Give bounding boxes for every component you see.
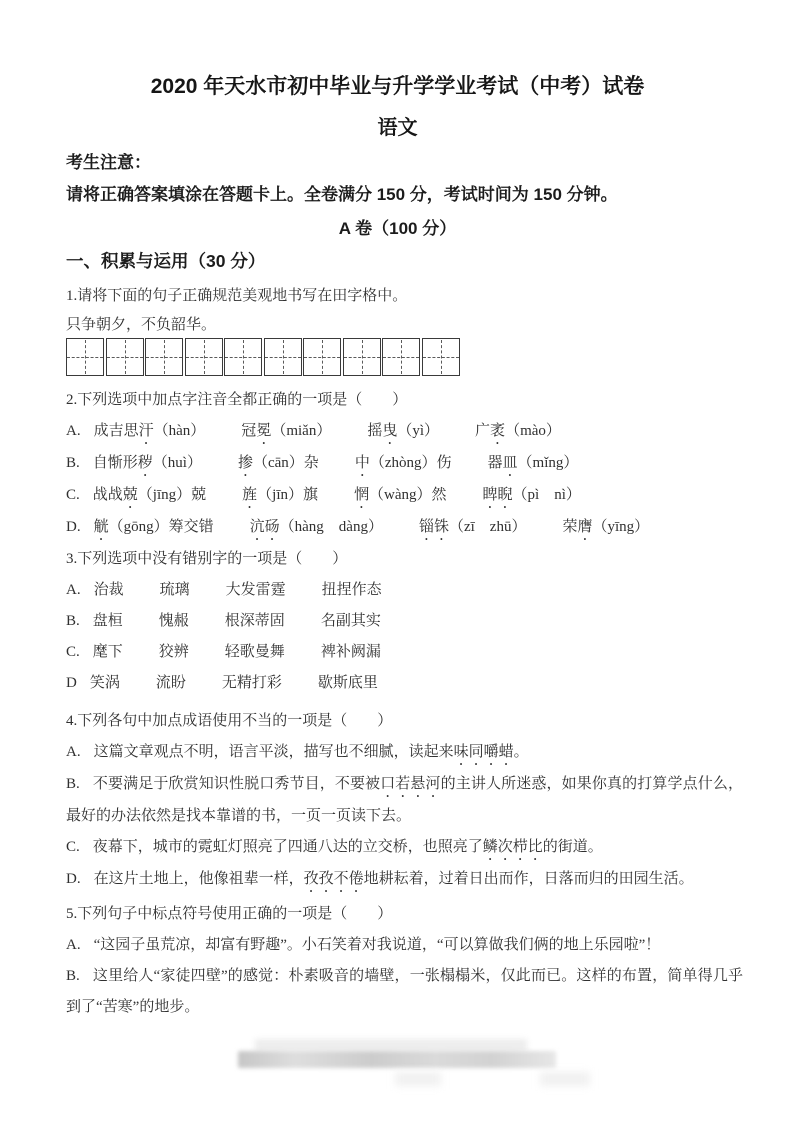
text-run: 根深蒂固 <box>224 613 285 629</box>
q2-stem: 2.下列选项中加点字注音全都正确的一项是（ ） <box>66 392 408 408</box>
text-run: 口若悬河 <box>380 776 441 792</box>
text-run: （zī zhū） <box>448 519 527 535</box>
text-run: 袤 <box>490 423 506 439</box>
text-run: 成吉思 <box>93 423 139 439</box>
option-text <box>66 776 743 824</box>
text-run: 掺 <box>237 455 253 471</box>
text-run: 麾下 <box>92 644 123 660</box>
text-run: 这里给人“家徒四壁”的感觉：朴素吸音的墙壁，一张榻榻米，仅此而已。这样的布置，简单得几乎到了“苦寒”的地步。 <box>66 968 743 1015</box>
q4-stem: 4.下列各句中加点成语使用不当的一项是（ ） <box>66 713 393 729</box>
text-run: 治裁 <box>93 582 124 598</box>
q3-option-d <box>66 668 743 699</box>
option-text <box>93 613 381 629</box>
text-run: 皿 <box>502 455 518 471</box>
text-run: 兢 <box>122 487 138 503</box>
option-text <box>94 937 661 953</box>
text-run: （pì nì） <box>512 487 581 503</box>
option-label: B. <box>66 776 80 792</box>
option-label: B. <box>66 968 80 984</box>
text-run: 冕 <box>256 423 272 439</box>
text-run: （gōng）筹交错 <box>108 519 214 535</box>
text-run: （zhòng）伤 <box>369 455 452 471</box>
q5-stem: 5.下列句子中标点符号使用正确的一项是（ ） <box>66 906 393 922</box>
tianzige-cell <box>185 338 223 376</box>
option-text <box>93 455 579 471</box>
q2-option-c <box>66 480 743 512</box>
text-run: 荣 <box>562 519 578 535</box>
option-label: C. <box>66 839 80 855</box>
text-run: （yì） <box>397 423 440 439</box>
text-run: 鳞次栉比 <box>482 839 543 855</box>
text-run: 。 <box>513 744 529 760</box>
text-run: 不要满足于欣赏知识性脱口秀节目，不要被 <box>92 776 381 792</box>
option-label: D. <box>66 519 81 535</box>
text-run: （miǎn） <box>271 423 332 439</box>
tianzige-cell <box>422 338 460 376</box>
watermark-smudge <box>540 1072 590 1086</box>
text-run: 战战 <box>92 487 123 503</box>
option-label: B. <box>66 613 80 629</box>
text-run: 笑涡 <box>89 675 120 691</box>
text-run: 的主讲人所迷惑，如果你真的打算学点什么，最好的办法依然是找本靠谱的书，一页一页读下去。 <box>66 776 743 824</box>
tianzige-cell <box>264 338 302 376</box>
tianzige-cell <box>66 338 104 376</box>
q4-option-c <box>66 832 743 864</box>
text-run: 这篇文章观点不明，语言平淡，描写也不细腻，读起来 <box>93 744 454 760</box>
option-label: D. <box>66 871 81 887</box>
option-label: C. <box>66 487 80 503</box>
text-run: 轻歌曼舞 <box>224 644 285 660</box>
tianzige-cell <box>303 338 341 376</box>
text-run: 歇斯底里 <box>317 675 378 691</box>
option-label: A. <box>66 582 81 598</box>
page-subject: 语文 <box>377 117 418 139</box>
text-run: （jīng）兢 <box>137 487 207 503</box>
tianzige-cell <box>106 338 144 376</box>
text-run: （jīn）旗 <box>257 487 318 503</box>
text-run: 秽 <box>137 455 153 471</box>
text-run: 大发雷霆 <box>225 582 286 598</box>
text-run: 锱铢 <box>418 519 449 535</box>
option-label: A. <box>66 423 81 439</box>
text-run: 名副其实 <box>320 613 381 629</box>
text-run: （huì） <box>152 455 202 471</box>
section-heading: 一、积累与运用（30 分） <box>66 251 266 271</box>
text-run: 摇 <box>367 423 383 439</box>
text-run: 自惭形 <box>92 455 138 471</box>
text-run: 觥 <box>93 519 109 535</box>
text-run: 裨补阙漏 <box>320 644 381 660</box>
text-run: 盘桓 <box>92 613 123 629</box>
option-label: C. <box>66 644 80 660</box>
text-run: （mào） <box>505 423 561 439</box>
redacted-watermark <box>238 1051 556 1068</box>
text-run: 流盼 <box>155 675 186 691</box>
option-text <box>66 968 743 1015</box>
text-run: 夜幕下，城市的霓虹灯照亮了四通八达的立交桥，也照亮了 <box>92 839 483 855</box>
text-run: 膺 <box>577 519 593 535</box>
text-run: 扭捏作态 <box>321 582 382 598</box>
option-label: A. <box>66 937 81 953</box>
option-label: A. <box>66 744 81 760</box>
text-run: 无精打彩 <box>221 675 282 691</box>
text-run: 的街道。 <box>542 839 603 855</box>
option-text <box>93 644 381 660</box>
option-text <box>94 871 694 887</box>
text-run: 广 <box>475 423 491 439</box>
option-label: B. <box>66 455 80 471</box>
tianzige-cell <box>343 338 381 376</box>
tianzige-cell <box>382 338 420 376</box>
notice-text: 请将正确答案填涂在答题卡上。全卷满分 150 分，考试时间为 150 分钟。 <box>66 185 618 204</box>
q3-stem: 3.下列选项中没有错别字的一项是（ ） <box>66 551 348 567</box>
q5-option-a <box>66 930 743 961</box>
text-run: 孜孜不倦 <box>303 871 364 887</box>
text-run: （hàng dàng） <box>279 519 383 535</box>
tianzige-grid <box>66 338 743 376</box>
text-run: 旌 <box>242 487 258 503</box>
text-run: （yīng） <box>592 519 650 535</box>
q1-sentence: 只争朝夕，不负韶华。 <box>66 317 217 333</box>
text-run: （wàng）然 <box>369 487 447 503</box>
q4-option-d <box>66 864 743 896</box>
text-run: （hàn） <box>153 423 206 439</box>
q2-option-b <box>66 448 743 480</box>
q5-option-b <box>66 961 743 1023</box>
option-text <box>94 744 529 760</box>
text-run: “这园子虽荒凉，却富有野趣”。小石笑着对我说道，“可以算做我们俩的地上乐园啦”！ <box>93 937 661 953</box>
text-run: 沆砀 <box>249 519 280 535</box>
text-run: 睥睨 <box>482 487 513 503</box>
watermark-smudge <box>395 1072 441 1086</box>
text-run: 冠 <box>241 423 257 439</box>
text-run: 曳 <box>382 423 398 439</box>
q3-option-a <box>66 575 743 606</box>
tianzige-cell <box>224 338 262 376</box>
q3-option-b <box>66 606 743 637</box>
text-run: （cān）杂 <box>252 455 319 471</box>
text-run: 狡辨 <box>158 644 189 660</box>
option-text <box>94 423 561 439</box>
q4-option-b <box>66 769 743 832</box>
text-run: 中 <box>354 455 370 471</box>
text-run: 汗 <box>138 423 154 439</box>
q2-option-d <box>66 512 743 544</box>
text-run: 琉璃 <box>159 582 190 598</box>
q3-option-c <box>66 637 743 668</box>
text-run: 在这片土地上，他像祖辈一样， <box>93 871 304 887</box>
option-text <box>94 582 382 598</box>
text-run: 器 <box>487 455 503 471</box>
option-text <box>93 839 603 855</box>
q2-option-a <box>66 416 743 448</box>
notice-label: 考生注意： <box>66 153 151 172</box>
volume-heading: A 卷（100 分） <box>338 219 457 238</box>
option-text <box>90 675 378 691</box>
q4-option-a <box>66 737 743 769</box>
option-text <box>94 519 650 535</box>
text-run: 惘 <box>354 487 370 503</box>
option-text <box>93 487 581 503</box>
text-run: 愧赧 <box>158 613 189 629</box>
text-run: 地耕耘着，过着日出而作，日落而归的田园生活。 <box>363 871 694 887</box>
text-run: （mǐng） <box>517 455 579 471</box>
option-label: D <box>66 675 77 691</box>
page-title: 2020 年天水市初中毕业与升学学业考试（中考）试卷 <box>150 75 645 98</box>
q1-stem: 1.请将下面的句子正确规范美观地书写在田字格中。 <box>66 288 408 304</box>
tianzige-cell <box>145 338 183 376</box>
text-run: 味同嚼蜡 <box>453 744 514 760</box>
